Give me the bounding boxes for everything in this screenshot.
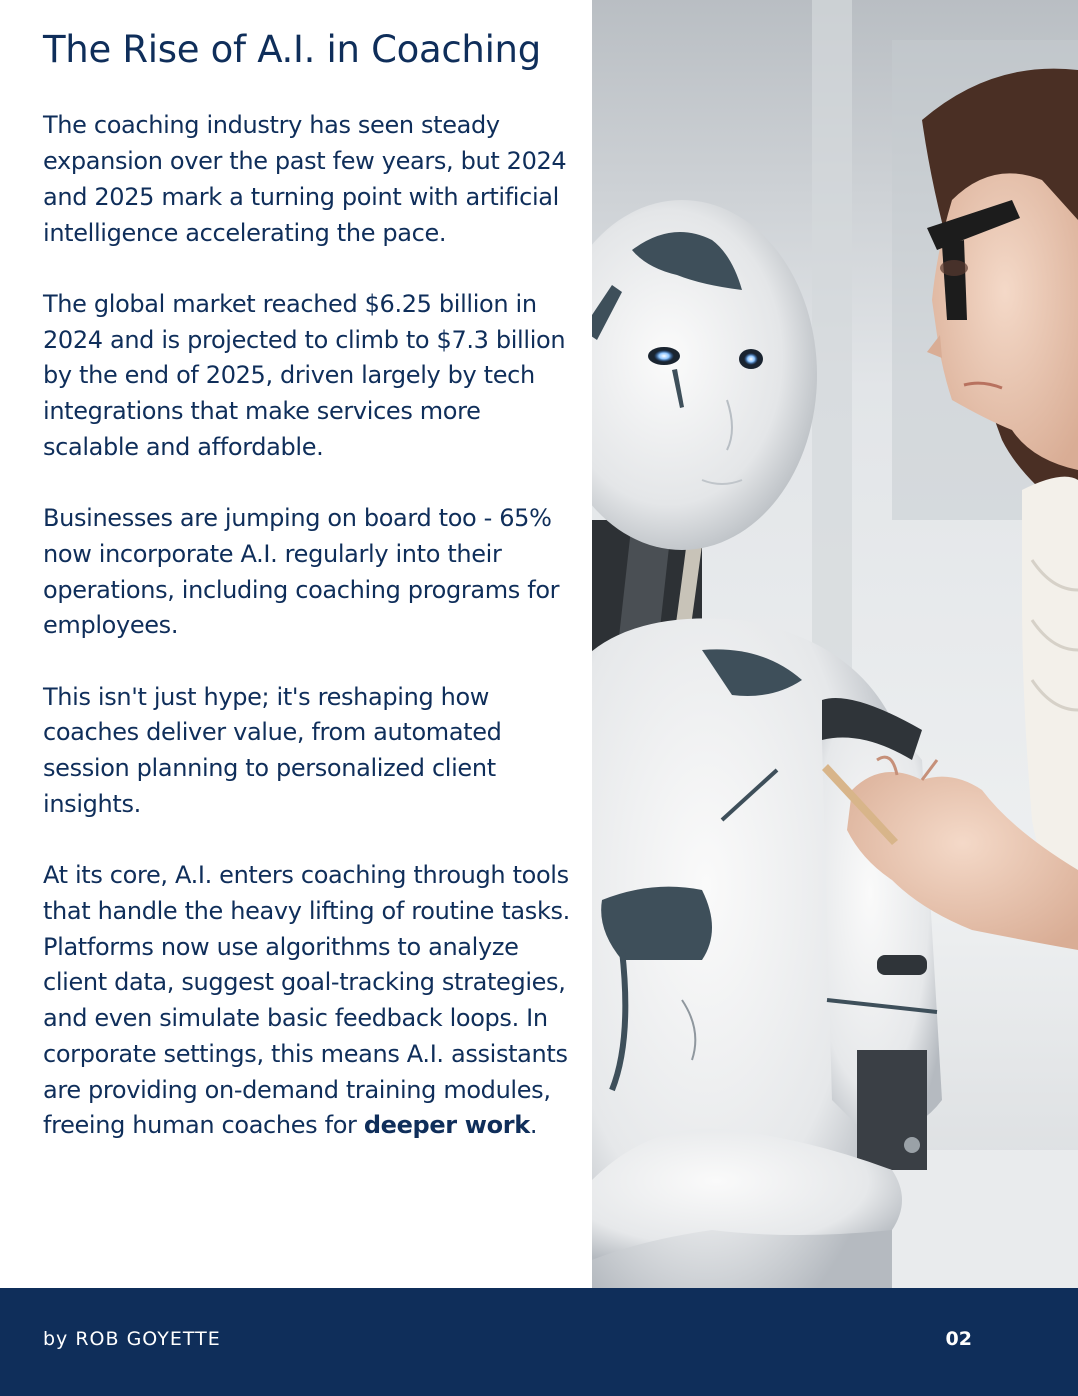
page-number: 02 xyxy=(945,1328,972,1350)
article-text-column xyxy=(43,28,578,1180)
paragraph-1: The coaching industry has seen steady expansion over the past few years, but 2024 and 2025 mark a turning point with artificial intelligence accelerating the pace. xyxy=(43,111,567,247)
paragraph-5-end: . xyxy=(529,1111,538,1140)
author-byline: by ROB GOYETTE xyxy=(43,1328,221,1350)
robot-woman-photo xyxy=(592,0,1078,1288)
paragraph-2: The global market reached $6.25 billion in 2024 and is projected to climb to $7.3 billion by the end of 2025, driven largely by tech integrations that make services more scalable and affordable. xyxy=(43,289,566,461)
paragraph-3: Businesses are jumping on board too - 65% now incorporate A.I. regularly into their operations, including coaching programs for employees. xyxy=(43,504,560,640)
paragraph-5-text: At its core, A.I. enters coaching through tools that handle the heavy lifting of routine tasks. Platforms now use algorithms to analyze client data, suggest goal-tracking strategies, and even simulate basic feedback loops. In corporate settings, this means A.I. assistants are providing on-demand training modules, freeing human coaches for xyxy=(43,861,570,1140)
photo-illustration xyxy=(592,0,1078,1288)
page-footer xyxy=(0,1288,1078,1396)
page-title: The Rise of A.I. in Coaching xyxy=(43,28,541,71)
emphasis-deeper-work: deeper work xyxy=(363,1111,530,1140)
paragraph-4: This isn't just hype; it's reshaping how coaches deliver value, from automated session planning to personalized client insights. xyxy=(43,682,502,818)
paragraph-5 xyxy=(43,858,578,1144)
